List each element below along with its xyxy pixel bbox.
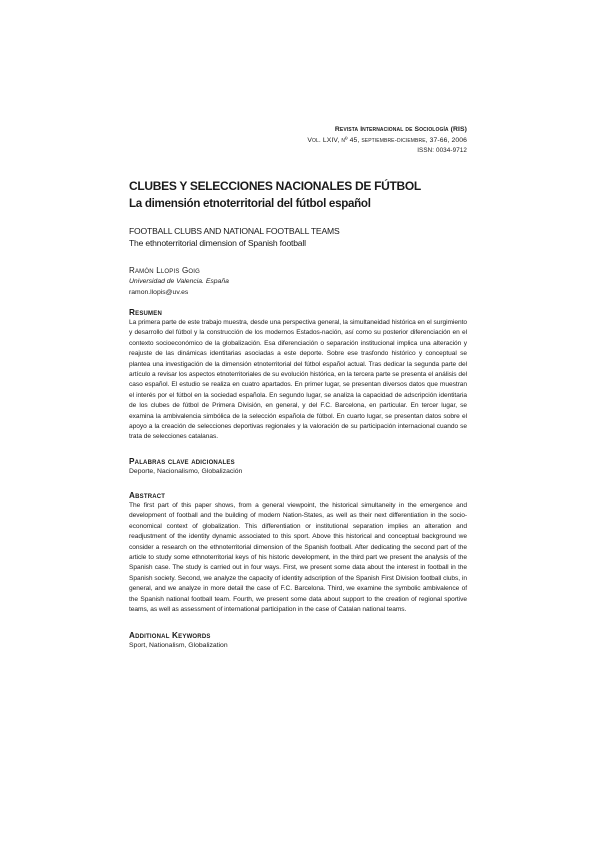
abstract-text: The first part of this paper shows, from a general viewpoint, the historical simultaneity in the emergence and development of football and the building of modern Nation-States, as well as their next differentiation in the socio-economical context of globalization. This differentiation or institutional separation implies an alteration and readjustment of the identity dynamic associated to this sport. Above this historical and conceptual background we consider a research on the ethnoterritorial dimension of the Spanish football. After dedicating the second part of the article to study some ethnoterritorial keys of his historic development, in the third part we present the analysis of the Spanish case. The study is carried out in four ways. First, we present some data about the interest in football in the Spanish society. Second, we analyze the capacity of identity adscription of the Spanish First Division football clubs, in general, and we analyze in more detail the case of F.C. Barcelona. Third, we examine the symbolic ambivalence of the Spanish national football team. Fourth, we present some data about support to the creation of regional sportive teams, as well as assessment of international participation in the case of Catalan national teams. [129,501,467,613]
article-title: CLUBES Y SELECCIONES NACIONALES DE FÚTBOL [129,179,421,193]
palabras-clave-section [129,457,467,477]
article-body [129,179,467,651]
palabras-clave-heading: Palabras clave adicionales [129,456,235,466]
palabras-clave-text: Deporte, Nacionalismo, Globalización [129,467,243,475]
english-subtitle: The ethnoterritorial dimension of Spanish football [129,238,306,248]
keywords-section [129,631,467,651]
resumen-section [129,308,467,443]
journal-volume: Vol. LXIV, nº 45, septiembre-diciembre, 37-66, 2006 [307,136,467,144]
author-email[interactable]: ramon.llopis@uv.es [129,289,189,296]
journal-header [307,125,467,157]
author-name: Ramón Llopis Goig [129,266,200,275]
keywords-heading: Additional Keywords [129,631,211,641]
resumen-heading: Resumen [129,308,162,317]
keywords-text: Sport, Nationalism, Globalization [129,642,228,650]
article-subtitle: La dimensión etnoterritorial del fútbol español [129,197,371,210]
resumen-text: La primera parte de este trabajo muestra, desde una perspectiva general, la simultaneidad histórica en el surgimiento y desarrollo del fútbol y la construcción de los modernos Estados-nación, así como su posterior diferenciación en el contexto socioeconómico de la globalización. Esa diferenciación o separación institucional implica una alteración y reajuste de las dinámicas identitarias asociadas a este deporte. Sobre ese trasfondo histórico y conceptual se plantea una investigación de la dimensión etnoterritorial del fútbol español actual. Tras dedicar la segunda parte del artículo a revisar los aspectos etnoterritoriales de su evolución histórica, en la tercera parte se presenta el análisis del caso español. El estudio se realiza en cuatro apartados. En primer lugar, se presentan diversos datos que muestran el interés por el fútbol en la sociedad española. En segundo lugar, se analiza la capacidad de adscripción identitaria de los clubes de fútbol de Primera División, en general, y del F.C. Barcelona, en particular. En tercer lugar, se examina la ambivalencia simbólica de la selección española de fútbol. En cuarto lugar, se presentan datos sobre el apoyo a la creación de selecciones deportivas regionales y la valoración de su participación internacional cuando se trata de selecciones catalanas. [129,319,467,441]
abstract-section [129,491,467,615]
abstract-heading: Abstract [129,490,166,500]
journal-issn: ISSN: 0034-9712 [417,147,467,154]
english-title-block [129,225,467,249]
author-affiliation: Universidad de Valencia. España [129,278,229,285]
journal-name: Revista Internacional de Sociología (RIS) [334,126,467,133]
english-title: FOOTBALL CLUBS AND NATIONAL FOOTBALL TEAMS [129,226,340,236]
